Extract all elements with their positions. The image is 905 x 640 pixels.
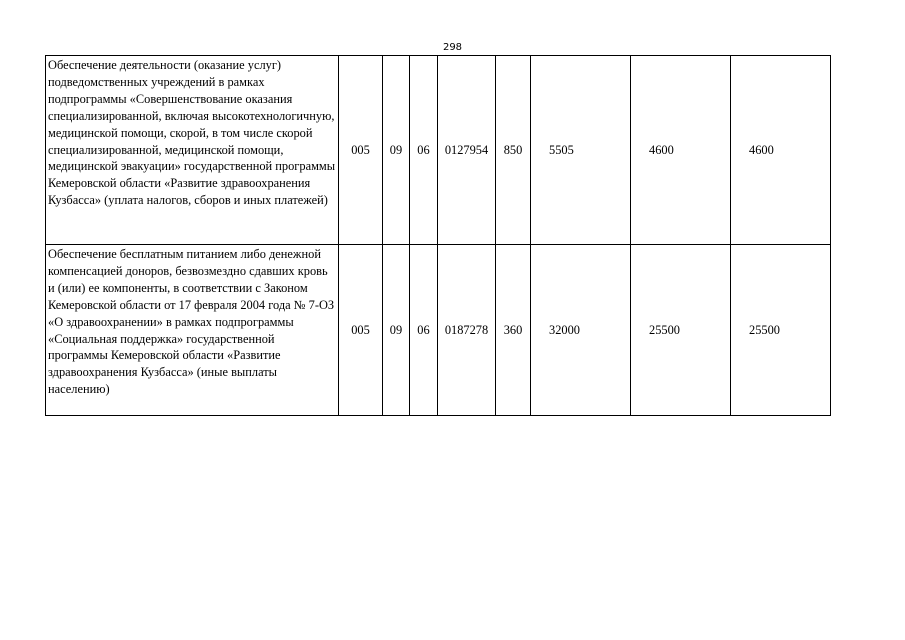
amount-year-3: 4600 [731,56,831,245]
amount-year-3: 25500 [731,245,831,416]
row-description: Обеспечение деятельности (оказание услуг) подведомственных учреждений в рамках подпрограммы «Совершенствование оказания специализированной, включая высокотехнологичную, медицинской помощи, скорой, в том числе скорой специализированной, медицинской помощи, медицинской эвакуации» государственной программы Кемеровской области «Развитие здравоохранения Кузбасса» (уплата налогов, сборов и иных платежей) [46,56,339,245]
expense-type-code: 850 [496,56,531,245]
section-code: 09 [383,56,410,245]
amount-year-2: 4600 [631,56,731,245]
target-article-code: 0187278 [438,245,496,416]
ministry-code: 005 [339,56,383,245]
subsection-code: 06 [410,56,438,245]
ministry-code: 005 [339,245,383,416]
table-row [46,56,831,245]
amount-year-1: 32000 [531,245,631,416]
expense-type-code: 360 [496,245,531,416]
budget-table [45,55,831,416]
target-article-code: 0127954 [438,56,496,245]
row-description: Обеспечение бесплатным питанием либо денежной компенсацией доноров, безвозмездно сдавших кровь и (или) ее компоненты, в соответствии с Законом Кемеровской области от 17 февраля 2004 года № 7-ОЗ «О здравоохранении» в рамках подпрограммы «Социальная поддержка» государственной программы Кемеровской области «Развитие здравоохранения Кузбасса» (иные выплаты населению) [46,245,339,416]
section-code: 09 [383,245,410,416]
page-number: 298 [442,42,463,53]
amount-year-1: 5505 [531,56,631,245]
subsection-code: 06 [410,245,438,416]
table-row [46,245,831,416]
amount-year-2: 25500 [631,245,731,416]
